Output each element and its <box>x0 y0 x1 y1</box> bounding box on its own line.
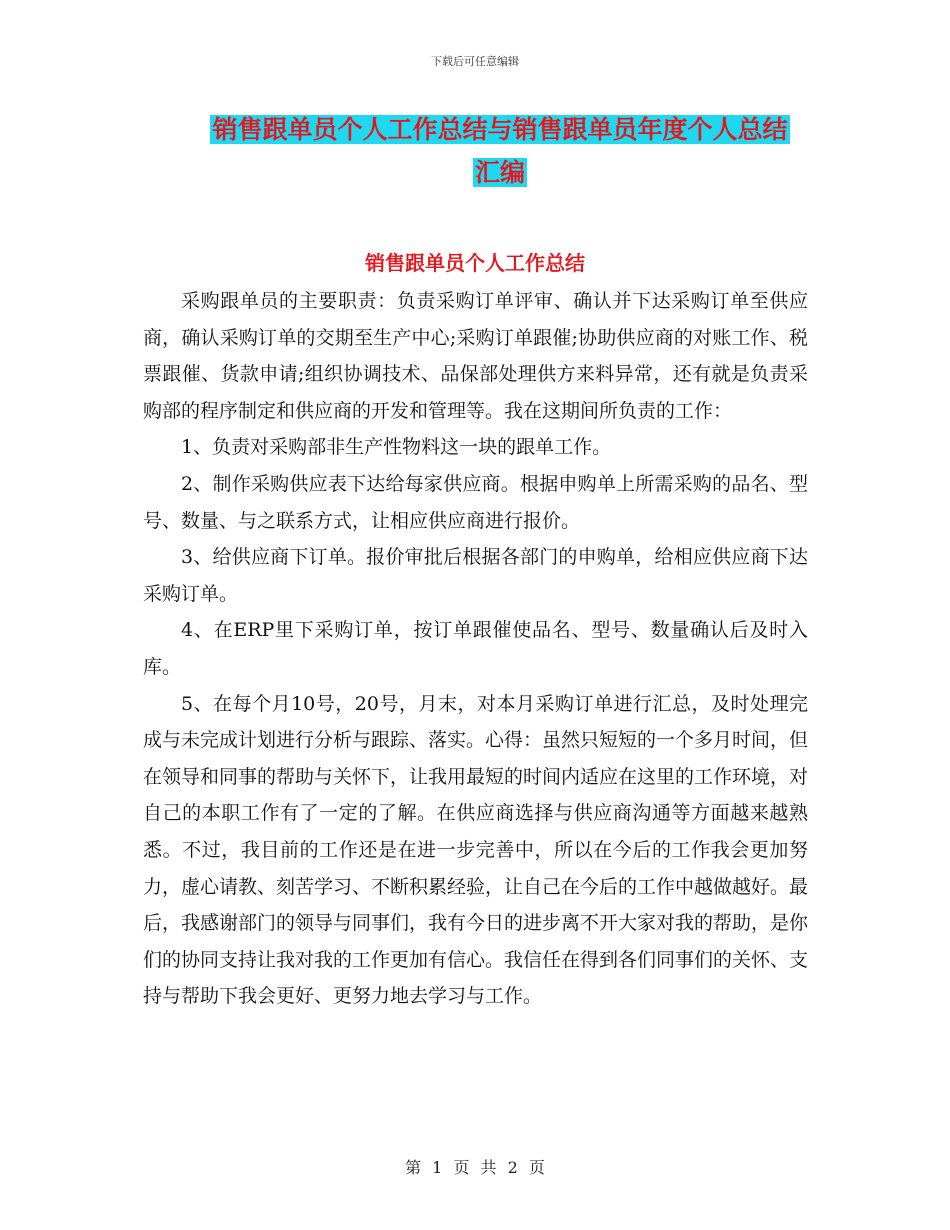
document-title-text-2: 汇编 <box>474 158 525 187</box>
page-number-footer: 第 1 页 共 2 页 <box>405 1158 545 1177</box>
section-title: 销售跟单员个人工作总结 <box>365 251 585 275</box>
document-body <box>143 283 808 1015</box>
paragraph-item-4: 4、在ERP里下采购订单，按订单跟催使品名、型号、数量确认后及时入库。 <box>143 619 808 678</box>
document-title-text-1: 销售跟单员个人工作总结与销售跟单员年度个人总结 <box>212 115 788 144</box>
paragraph-item-5: 5、在每个月10号，20号，月末，对本月采购订单进行汇总，及时处理完成与未完成计划进行分析与跟踪、落实。心得：虽然只短短的一个多月时间，但在领导和同事的帮助与关怀下，让我用最短的时间内适应在这里的工作环境，对自己的本职工作有了一定的了解。在供应商选择与供应商沟通等方面越来越熟悉。不过，我目前的工作还是在进一步完善中，所以在今后的工作我会更加努力，虚心请教、刻苦学习、不断积累经验，让自己在今后的工作中越做越好。最后，我感谢部门的领导与同事们，我有今日的进步离不开大家对我的帮助，是你们的协同支持让我对我的工作更加有信心。我信任在得到各们同事们的关怀、支持与帮助下我会更好、更努力地去学习与工作。 <box>143 692 809 1008</box>
page-header-note: 下载后可任意编辑 <box>431 55 519 68</box>
document-title-line-1 <box>140 110 860 150</box>
paragraph-item-1: 1、负责对采购部非生产性物料这一块的跟单工作。 <box>181 436 612 459</box>
paragraph-item-3: 3、给供应商下订单。报价审批后根据各部门的申购单，给相应供应商下达采购订单。 <box>143 546 808 605</box>
document-title-line-2 <box>140 153 860 193</box>
paragraph-intro: 采购跟单员的主要职责：负责采购订单评审、确认并下达采购订单至供应商，确认采购订单的交期至生产中心;采购订单跟催;协助供应商的对账工作、税票跟催、货款申请;组织协调技术、品保部处理供方来料异常，还有就是负责采购部的程序制定和供应商的开发和管理等。我在这期间所负责的工作： <box>143 290 808 422</box>
paragraph-item-2: 2、制作采购供应表下达给每家供应商。根据申购单上所需采购的品名、型号、数量、与之联系方式，让相应供应商进行报价。 <box>143 472 808 532</box>
